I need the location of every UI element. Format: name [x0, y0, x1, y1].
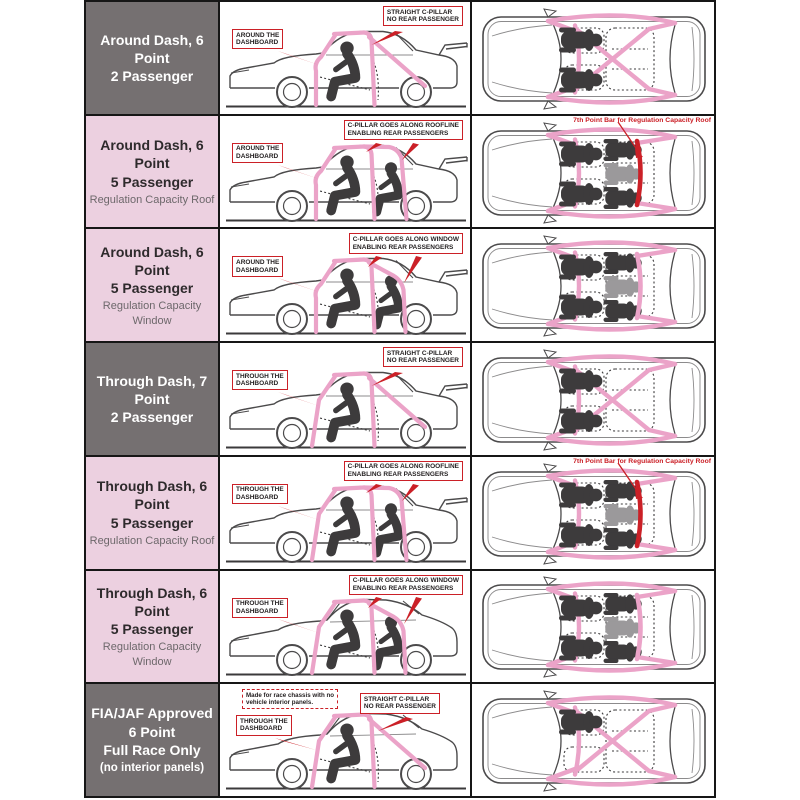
config-title — [89, 243, 215, 298]
passenger-figure-side — [377, 276, 399, 326]
config-title — [89, 477, 215, 532]
config-label-cell — [86, 457, 218, 569]
config-label-cell — [86, 343, 218, 455]
c-pillar-note — [349, 575, 463, 595]
note-line: C-PILLAR GOES ALONG ROOFLINE — [347, 463, 459, 471]
config-subtitle: Regulation Capacity Roof — [89, 534, 215, 547]
config-row-4 — [86, 343, 714, 455]
config-row-7 — [86, 684, 714, 796]
car-top-view — [472, 116, 714, 228]
c-pillar-note — [344, 120, 463, 140]
note-line: DASHBOARD — [236, 266, 279, 274]
note-line: ENABLING REAR PASSENGERS — [347, 129, 449, 137]
passenger-figure-side — [377, 617, 399, 667]
config-title — [89, 31, 215, 86]
car-top-view-svg — [472, 231, 714, 339]
top-view-cell — [472, 343, 714, 455]
row-title-line: Full Race Only — [103, 741, 201, 758]
config-label-cell — [86, 116, 218, 228]
car-top-view — [472, 571, 714, 683]
dashboard-note — [236, 715, 292, 735]
config-label-cell — [86, 684, 218, 796]
note-line: ENABLING REAR PASSENGERS — [352, 584, 454, 592]
dashboard-note — [232, 29, 283, 49]
car-top-view — [472, 229, 714, 341]
car-top-view — [472, 343, 714, 455]
config-row-1 — [86, 2, 714, 114]
note-line: C-PILLAR GOES ALONG ROOFLINE — [347, 122, 459, 130]
note-line: STRAIGHT C-PILLAR — [363, 695, 430, 703]
note-line: THROUGH THE — [236, 486, 284, 494]
c-pillar-note — [349, 233, 463, 253]
c-pillar-note — [344, 461, 463, 481]
car-top-view-svg — [472, 459, 714, 567]
side-view-cell — [220, 2, 470, 114]
config-label-cell — [86, 571, 218, 683]
top-view-cell — [472, 684, 714, 796]
seventh-point-note: 7th Point Bar for Regulation Capacity Roof — [573, 116, 711, 124]
car-top-view-svg — [472, 4, 714, 112]
car-top-view — [472, 2, 714, 114]
note-line: THROUGH THE — [236, 372, 284, 380]
note-line: DASHBOARD — [236, 39, 279, 47]
config-title — [89, 372, 215, 427]
car-top-view — [472, 684, 714, 796]
race-chassis-note — [242, 689, 338, 709]
row-title-line: 5 Passenger — [110, 280, 194, 297]
row-title-line: FIA/JAF Approved — [91, 705, 213, 722]
note-line: DASHBOARD — [236, 494, 279, 501]
row-title-line: 5 Passenger — [110, 173, 194, 190]
config-title — [89, 584, 215, 639]
row-title-line: Through Dash, 6 Point — [96, 478, 208, 513]
note-line: C-PILLAR GOES ALONG WINDOW — [352, 577, 459, 585]
config-row-5 — [86, 457, 714, 569]
row-title-line: 2 Passenger — [110, 67, 194, 84]
note-line: DASHBOARD — [240, 725, 283, 733]
car-top-view-svg — [472, 345, 714, 453]
note-line: NO REAR PASSENGER — [386, 16, 459, 24]
car-top-view-svg — [472, 572, 714, 680]
note-line: DASHBOARD — [236, 380, 279, 388]
car-top-view-svg — [472, 118, 714, 226]
note-line: STRAIGHT C-PILLAR — [386, 349, 453, 357]
config-subtitle: Regulation Capacity Window — [102, 641, 202, 668]
c-pillar-note — [383, 6, 463, 26]
note-line: C-PILLAR GOES ALONG WINDOW — [352, 235, 459, 243]
side-view-cell — [220, 457, 470, 569]
row-title-line: Around Dash, 6 Point — [100, 31, 204, 66]
config-title — [89, 136, 215, 191]
row-title-line: Around Dash, 6 Point — [100, 137, 204, 172]
dashboard-note — [232, 256, 283, 276]
seventh-point-note: 7th Point Bar for Regulation Capacity Roof — [573, 457, 711, 465]
row-title-line: 5 Passenger — [110, 514, 194, 531]
side-view-cell — [220, 116, 470, 228]
config-label-cell — [86, 229, 218, 341]
note-line: NO REAR PASSENGER — [386, 357, 459, 365]
note-line: Made for race chassis with no — [246, 691, 335, 699]
note-line: ENABLING REAR PASSENGERS — [352, 243, 454, 251]
note-line: AROUND THE — [236, 145, 280, 153]
config-subtitle: Regulation Capacity Roof — [89, 193, 215, 206]
dashboard-note — [232, 143, 283, 163]
top-view-cell — [472, 229, 714, 341]
note-line: AROUND THE — [236, 258, 280, 266]
note-line: STRAIGHT C-PILLAR — [386, 8, 453, 16]
passenger-figure-side — [377, 162, 399, 212]
row-title-line: 5 Passenger — [110, 621, 194, 638]
c-pillar-note — [383, 347, 463, 367]
top-view-cell — [472, 571, 714, 683]
row-title-line: 2 Passenger — [110, 409, 194, 426]
side-view-cell — [220, 684, 470, 796]
dashboard-note — [232, 484, 288, 504]
config-row-6 — [86, 571, 714, 683]
note-line: vehicle interior panels. — [246, 699, 314, 707]
rollcage-configuration-table — [84, 0, 716, 798]
config-subtitle: (no interior panels) — [99, 761, 205, 774]
car-top-view — [472, 457, 714, 569]
dashboard-note — [232, 370, 288, 390]
note-line: NO REAR PASSENGER — [363, 703, 436, 711]
dashboard-note — [232, 598, 288, 618]
car-top-view-svg — [472, 686, 714, 794]
config-title — [91, 704, 213, 759]
note-line: THROUGH THE — [236, 600, 284, 608]
row-title-line: 6 Point — [128, 723, 176, 740]
config-subtitle: Regulation Capacity Window — [102, 300, 202, 327]
top-view-cell — [472, 2, 714, 114]
passenger-figure-side — [377, 503, 399, 553]
top-view-cell — [472, 116, 714, 228]
c-pillar-note — [360, 693, 440, 713]
config-row-3 — [86, 229, 714, 341]
note-line: AROUND THE — [236, 31, 280, 39]
note-line: THROUGH THE — [240, 717, 288, 725]
config-label-cell — [86, 2, 218, 114]
side-view-cell — [220, 571, 470, 683]
side-view-cell — [220, 343, 470, 455]
row-title-line: Through Dash, 7 Point — [96, 372, 208, 407]
note-line: DASHBOARD — [236, 152, 279, 160]
note-line: DASHBOARD — [236, 607, 279, 615]
row-title-line: Around Dash, 6 Point — [100, 243, 204, 278]
top-view-cell — [472, 457, 714, 569]
note-line: ENABLING REAR PASSENGERS — [347, 471, 449, 478]
config-row-2 — [86, 116, 714, 228]
side-view-cell — [220, 229, 470, 341]
row-title-line: Through Dash, 6 Point — [96, 584, 208, 620]
